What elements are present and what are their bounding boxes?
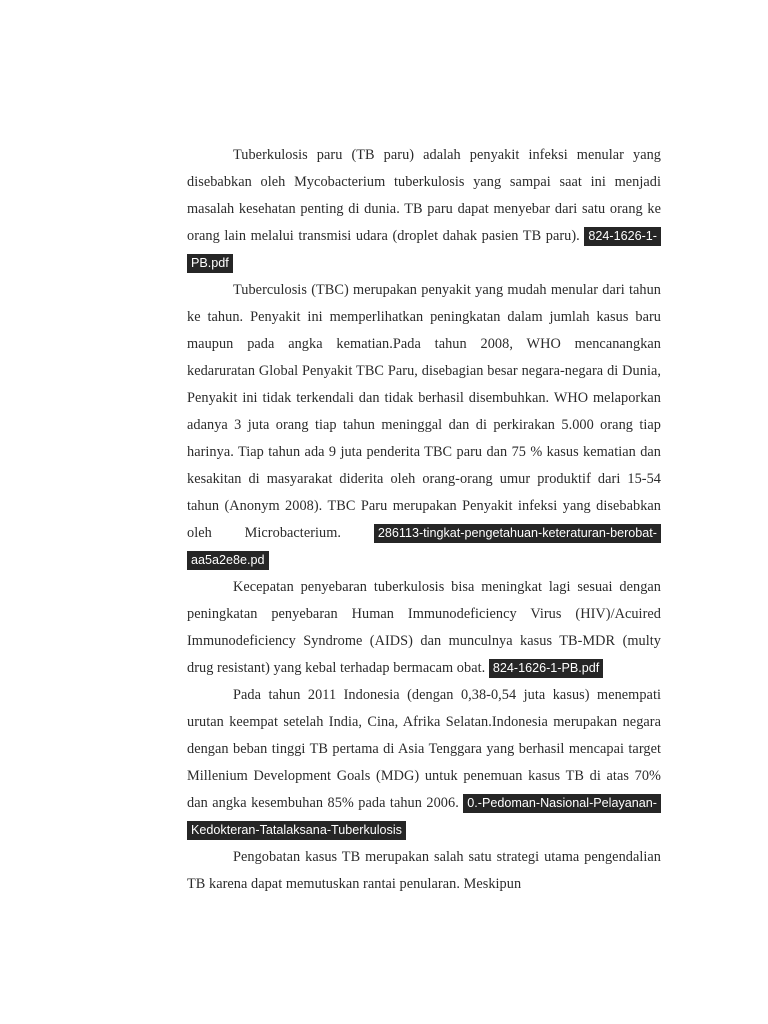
source-file-tag[interactable]: 0.-Pedoman-Nasional-Pelayanan-Kedokteran-Tatalaksana-Tuberkulosis <box>187 794 661 840</box>
source-file-tag[interactable]: 286113-tingkat-pengetahuan-keteraturan-berobat-aa5a2e8e.pd <box>187 524 661 570</box>
paragraph-5 <box>187 844 661 898</box>
paragraph-text: Pada tahun 2011 Indonesia (dengan 0,38-0,54 juta kasus) menempati urutan keempat setelah India, Cina, Afrika Selatan.Indonesia merupakan negara dengan beban tinggi TB pertama di Asia Tenggara yang berhasil mencapai target Millenium Development Goals (MDG) untuk penemuan kasus TB di atas 70% dan angka kesembuhan 85% pada tahun 2006. <box>187 687 661 811</box>
paragraph-2 <box>187 277 661 574</box>
paragraph-text: Tuberkulosis paru (TB paru) adalah penyakit infeksi menular yang disebabkan oleh Mycobacterium tuberkulosis yang sampai saat ini menjadi masalah kesehatan penting di dunia. TB paru dapat menyebar dari satu orang ke orang lain melalui transmisi udara (droplet dahak pasien TB paru). <box>187 147 661 244</box>
paragraph-text: Pengobatan kasus TB merupakan salah satu strategi utama pengendalian TB karena dapat memutuskan rantai penularan. Meskipun <box>187 849 661 892</box>
paragraph-text: Kecepatan penyebaran tuberkulosis bisa meningkat lagi sesuai dengan peningkatan penyebaran Human Immunodeficiency Virus (HIV)/Acuired Immunodeficiency Syndrome (AIDS) dan munculnya kasus TB-MDR (multy drug resistant) yang kebal terhadap bermacam obat. <box>187 579 661 676</box>
paragraph-1 <box>187 142 661 277</box>
paragraph-4 <box>187 682 661 844</box>
paragraph-3 <box>187 574 661 682</box>
paragraph-text: Tuberculosis (TBC) merupakan penyakit yang mudah menular dari tahun ke tahun. Penyakit ini memperlihatkan peningkatan dalam jumlah kasus baru maupun pada angka kematian.Pada tahun 2008, WHO mencanangkan kedaruratan Global Penyakit TBC Paru, disebagian besar negara-negara di Dunia, Penyakit ini tidak terkendali dan tidak berhasil disembuhkan. WHO melaporkan adanya 3 juta orang tiap tahun meninggal dan di perkirakan 5.000 orang tiap harinya. Tiap tahun ada 9 juta penderita TBC paru dan 75 % kasus kematian dan kesakitan di masyarakat diderita oleh orang-orang umur produktif dari 15-54 tahun (Anonym 2008). TBC Paru merupakan Penyakit infeksi yang disebabkan oleh Microbacterium. <box>187 282 661 541</box>
source-file-tag[interactable]: 824-1626-1-PB.pdf <box>187 227 661 273</box>
document-body <box>187 142 661 898</box>
source-file-tag[interactable]: 824-1626-1-PB.pdf <box>489 659 603 678</box>
